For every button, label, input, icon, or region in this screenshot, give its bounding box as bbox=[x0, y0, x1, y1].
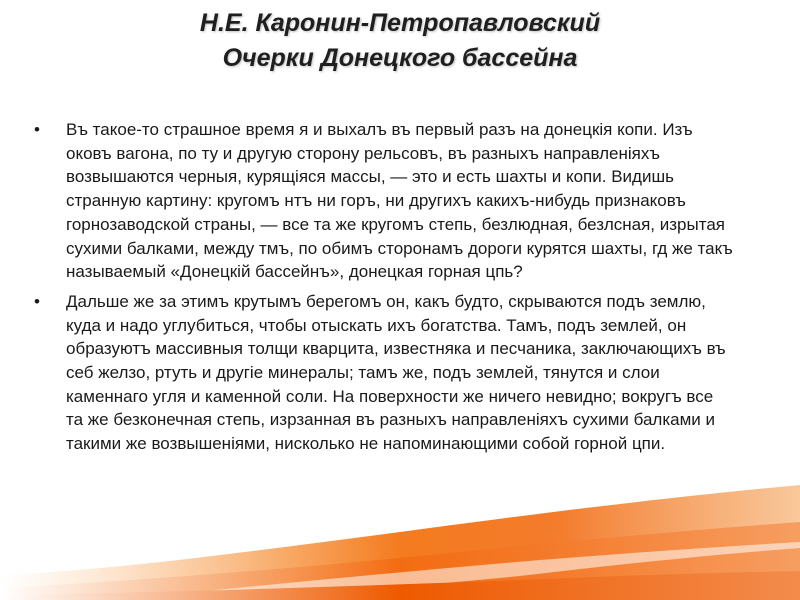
bullet-item bbox=[34, 290, 734, 456]
title-line-author: Н.Е. Каронин-Петропавловский bbox=[199, 9, 601, 37]
decorative-wave bbox=[0, 480, 800, 600]
slide-body bbox=[34, 118, 734, 462]
bullet-marker: • bbox=[34, 120, 40, 139]
title-line-work: Очерки Донецкого бассейна bbox=[222, 44, 578, 72]
bullet-item bbox=[34, 118, 734, 284]
bullet-text: Дальше же за этимъ крутымъ берегомъ он, какъ будто, скрываются подъ землю, куда и надо углубиться, чтобы отыскать ихъ богатства. Тамъ, подъ землей, он образуютъ массивныя толщи кварцита, известняка и песчаника, заключающихъ въ себ желзо, ртуть и другіе минералы; тамъ же, подъ землей, тянутся и слои каменнаго угля и каменной соли. На поверхности же ничего невидно; вокругъ все та же безконечная степь, изрзанная въ разныхъ направленіяхъ сухими балками и такими же возвышеніями, нисколько не напоминающими собой горной цпи. bbox=[66, 291, 726, 454]
slide-title bbox=[0, 6, 800, 76]
bullet-marker: • bbox=[34, 291, 40, 311]
bullet-text: Въ такое-то страшное время я и выхалъ въ первый разъ на донецкія копи. Изъ оковъ вагона, по ту и другую сторону рельсовъ, въ разныхъ направленіяхъ возвышаются черныя, курящіяся массы, — это и есть шахты и копи. Видишь странную картину: кругомъ нтъ ни горъ, ни другихъ какихъ-нибудь признаковъ горнозаводской страны, — все та же кругомъ степь, безлюдная, безлсная, изрытая сухими балками, между тмъ, по обимъ сторонамъ дороги курятся шахты, гд же такъ называемый «Донецкій бассейнъ», донецкая горная цпь? bbox=[66, 120, 733, 282]
